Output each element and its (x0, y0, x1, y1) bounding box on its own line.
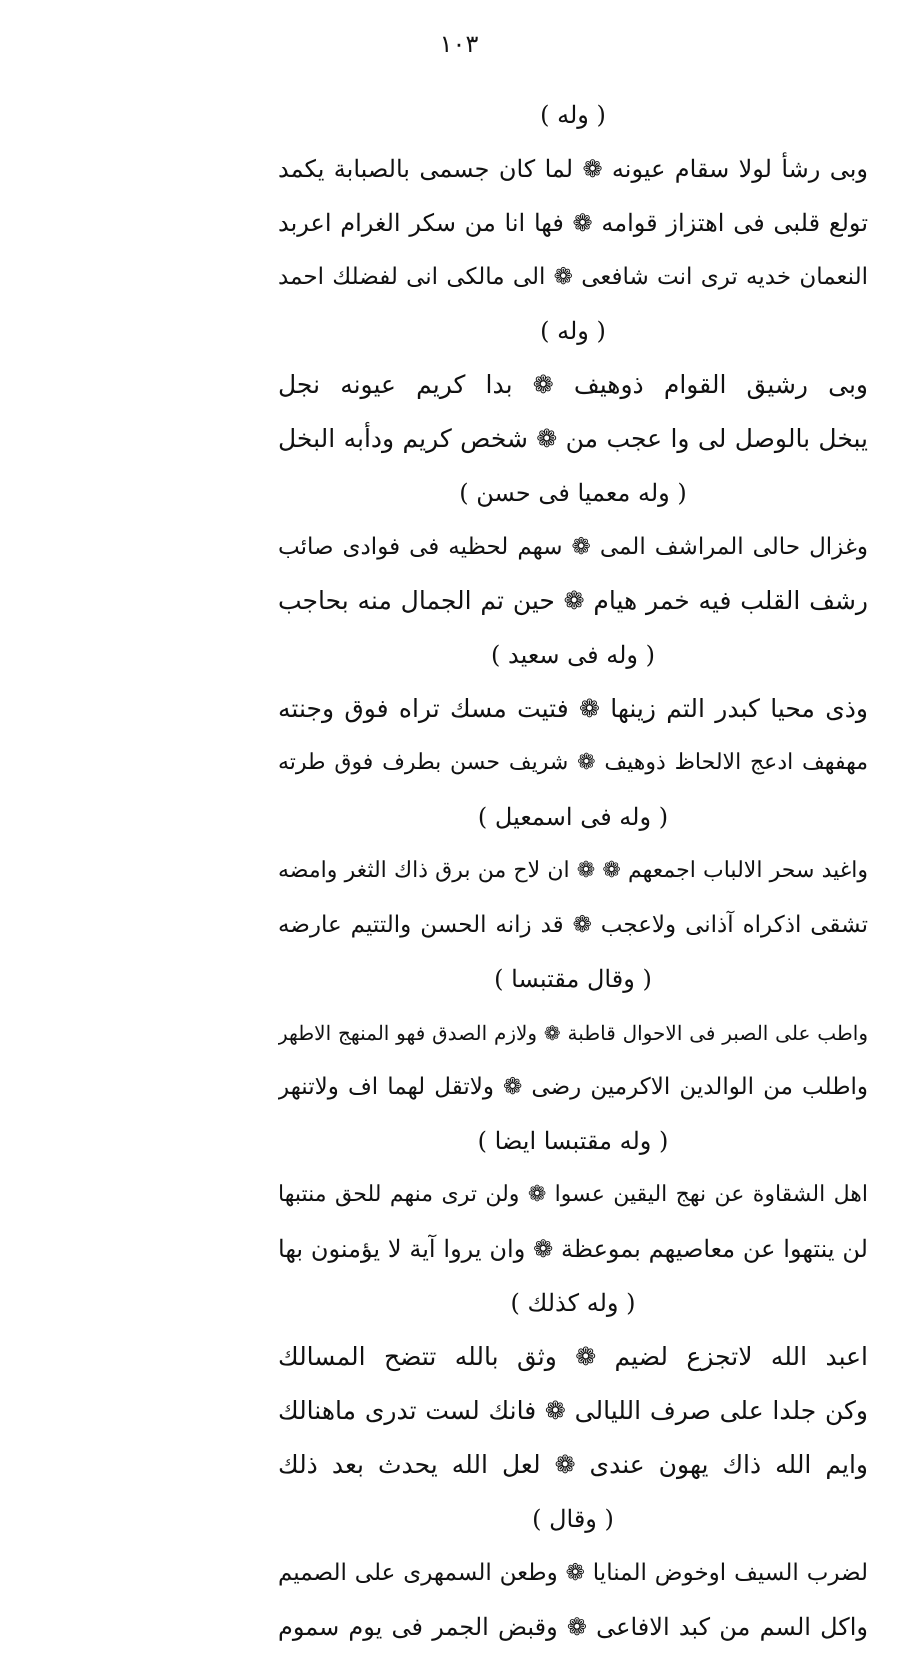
verse-line: النعمان خديه ترى انت شافعى ❁ الى مالكى انى لفضلك احمد (278, 264, 868, 290)
verse-line: اعبد الله لاتجزع لضيم ❁ وثق بالله تتضح المسالك (278, 1342, 868, 1371)
verse-line: وايم الله ذاك يهون عندى ❁ لعل الله يحدث بعد ذلك (278, 1450, 868, 1479)
verse-line: اهل الشقاوة عن نهج اليقين عسوا ❁ ولن ترى منهم للحق منتبها (278, 1182, 868, 1207)
verse-line: واطلب من الوالدين الاكرمين رضى ❁ ولاتقل لهما اف ولاتنهر (278, 1074, 868, 1100)
verse-line: واغيد سحر الالباب اجمعهم ❁ ❁ ان لاح من برق ذاك الثغر وامضه (278, 858, 868, 883)
verse-line: تولع قلبى فى اهتزاز قوامه ❁ فها انا من سكر الغرام اعربد (278, 209, 868, 237)
poem-text-block (278, 88, 868, 1654)
poem-heading: ( وله فى اسمعيل ) (477, 803, 669, 831)
poem-heading: ( وقال مقتبسا ) (494, 965, 652, 993)
verse-line: مهفهف ادعج الالحاظ ذوهيف ❁ شريف حسن بطرف فوق طرته (278, 750, 868, 775)
page-number: ١٠٣ (439, 30, 479, 58)
poem-heading: ( وله فى سعيد ) (490, 641, 655, 669)
verse-line: وغزال حالى المراشف المى ❁ سهم لحظيه فى فوادى صائب (278, 534, 868, 560)
verse-line: واطب على الصبر فى الاحوال قاطبة ❁ ولازم الصدق فهو المنهج الاطهر (278, 1021, 868, 1045)
verse-line: لن ينتهوا عن معاصيهم بموعظة ❁ وان يروا آية لا يؤمنون بها (278, 1235, 868, 1263)
poem-heading: ( وله معميا فى حسن ) (459, 479, 687, 507)
verse-line: وكن جلدا على صرف الليالى ❁ فانك لست تدرى ماهنالك (278, 1396, 868, 1425)
verse-line: يبخل بالوصل لى وا عجب من ❁ شخص كريم ودأبه البخل (278, 424, 868, 453)
verse-line: وبى رشيق القوام ذوهيف ❁ بدا كريم عيونه نجل (278, 370, 868, 399)
verse-line: تشقى اذكراه آذانى ولاعجب ❁ قد زانه الحسن والتتيم عارضه (278, 912, 868, 938)
verse-line: واكل السم من كبد الافاعى ❁ وقبض الجمر فى يوم سموم (278, 1613, 868, 1641)
poem-heading: ( وله مقتبسا ايضا ) (477, 1127, 669, 1155)
poem-heading: ( وله ) (540, 317, 606, 345)
verse-line: لضرب السيف اوخوض المنايا ❁ وطعن السمهرى على الصميم (278, 1560, 868, 1586)
poem-heading: ( وقال ) (532, 1505, 614, 1533)
poem-heading: ( وله ) (540, 101, 606, 129)
verse-line: وذى محيا كبدر التم زينها ❁ فتيت مسك تراه فوق وجنته (278, 694, 868, 723)
verse-line: وبى رشأ لولا سقام عيونه ❁ لما كان جسمى بالصبابة يكمد (278, 155, 868, 183)
verse-line: رشف القلب فيه خمر هيام ❁ حين تم الجمال منه بحاجب (278, 586, 868, 615)
poem-heading: ( وله كذلك ) (510, 1289, 636, 1317)
